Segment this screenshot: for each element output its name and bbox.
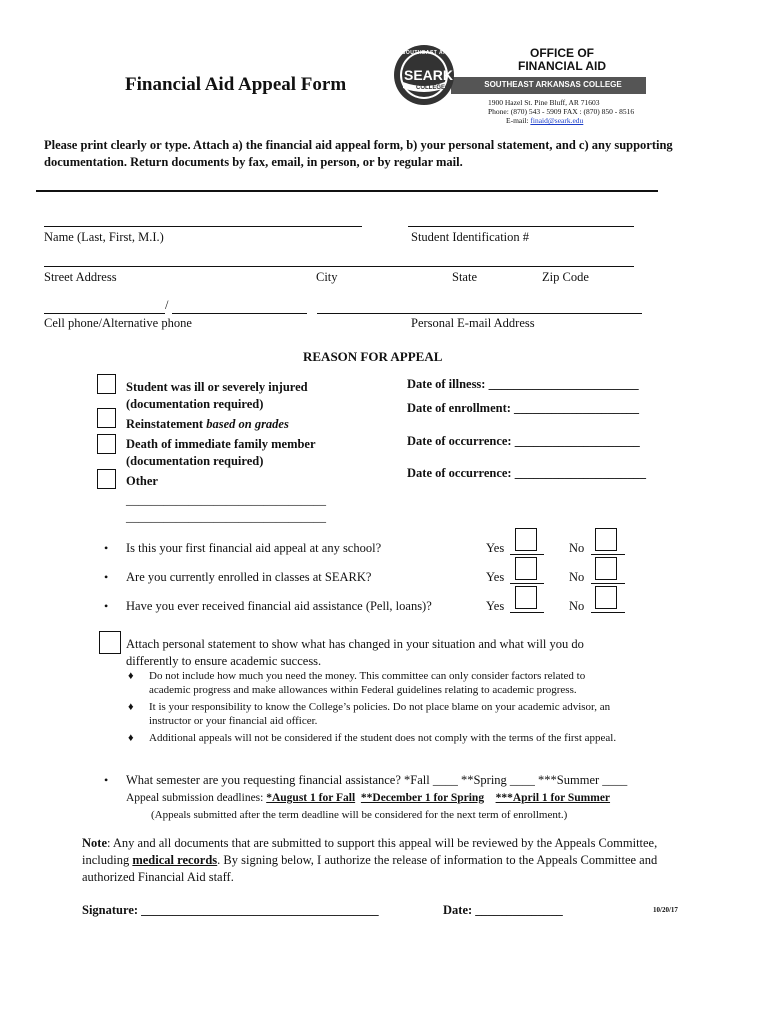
reinstatement-checkbox[interactable] bbox=[97, 408, 116, 428]
question-received-aid: Have you ever received financial aid assistance (Pell, loans)? bbox=[126, 599, 432, 613]
authorization-note: Note: Any and all documents that are submitted to support this appeal will be reviewed by the Appeals Committee, including medical records. By signing below, I authorize the release of information to the Appeals Committee and authorized Financial Aid staff. bbox=[82, 836, 658, 884]
yes-label: Yes bbox=[486, 599, 505, 613]
death-checkbox[interactable] bbox=[97, 434, 116, 454]
student-id-field[interactable] bbox=[408, 226, 634, 227]
city-label: City bbox=[316, 270, 338, 284]
bullet-icon: • bbox=[104, 570, 109, 584]
diamond-bullet-icon: ♦ bbox=[128, 732, 134, 744]
statement-bullet-1: Do not include how much you need the money. This committee can only consider factors related to academic progress and make allowances within Federal guidelines relating to academic progress. bbox=[149, 670, 586, 696]
other-checkbox[interactable] bbox=[97, 469, 116, 489]
address-field[interactable] bbox=[44, 266, 634, 267]
statement-bullet-3: Additional appeals will not be considered if the student does not comply with the terms of the first appeal. bbox=[149, 732, 617, 744]
seal-sub: COLLEGE bbox=[416, 85, 446, 91]
college-address: 1900 Hazel St. Pine Bluff, AR 71603 Phone: (870) 543 - 5909 FAX : (870) 850 - 8516 E-mail: finaid@seark.edu bbox=[488, 98, 635, 125]
reason-ill: Student was ill or severely injured (documentation required) bbox=[126, 380, 308, 411]
deadline-note: (Appeals submitted after the term deadline will be considered for the next term of enrollment.) bbox=[151, 809, 568, 821]
street-label: Street Address bbox=[44, 270, 117, 284]
reason-reinstatement: Reinstatement based on grades bbox=[126, 417, 289, 431]
email-link[interactable]: finaid@seark.edu bbox=[530, 116, 584, 125]
yes-underline bbox=[510, 583, 544, 584]
received-aid-yes-checkbox[interactable] bbox=[515, 586, 537, 609]
phone-label: Cell phone/Alternative phone bbox=[44, 316, 192, 330]
reason-other: Other bbox=[126, 474, 158, 488]
date-occurrence-death[interactable]: Date of occurrence: ____________________ bbox=[407, 434, 640, 448]
bullet-icon: • bbox=[104, 773, 109, 787]
revision-date: 10/20/17 bbox=[653, 906, 678, 914]
reason-title: REASON FOR APPEAL bbox=[303, 349, 443, 364]
other-blank-2[interactable]: ________________________________ bbox=[126, 510, 326, 524]
yes-label: Yes bbox=[486, 570, 505, 584]
enrolled-no-checkbox[interactable] bbox=[595, 557, 617, 580]
no-underline bbox=[591, 554, 625, 555]
no-label: No bbox=[569, 570, 585, 584]
enrolled-yes-checkbox[interactable] bbox=[515, 557, 537, 580]
office-label: OFFICE OF FINANCIAL AID bbox=[518, 46, 606, 73]
signature-field[interactable]: Signature: ______________________________________ bbox=[82, 903, 379, 917]
cell-phone-field[interactable] bbox=[44, 313, 165, 314]
yes-label: Yes bbox=[486, 541, 505, 555]
email-field[interactable] bbox=[317, 313, 642, 314]
no-underline bbox=[591, 612, 625, 613]
other-blank-1[interactable]: ________________________________ bbox=[126, 493, 326, 507]
diamond-bullet-icon: ♦ bbox=[128, 670, 134, 682]
semester-question[interactable]: What semester are you requesting financial assistance? *Fall ____ **Spring ____ ***Summer ____ bbox=[126, 773, 628, 787]
date-occurrence-other[interactable]: Date of occurrence: _____________________ bbox=[407, 466, 646, 480]
first-appeal-no-checkbox[interactable] bbox=[595, 528, 617, 551]
state-label: State bbox=[452, 270, 477, 284]
date-enrollment[interactable]: Date of enrollment: ____________________ bbox=[407, 401, 640, 415]
statement-bullet-2: It is your responsibility to know the College’s policies. Do not place blame on your academic advisor, an instructor or your financial aid officer. bbox=[149, 701, 611, 727]
yes-underline bbox=[510, 554, 544, 555]
statement-checkbox[interactable] bbox=[99, 631, 121, 654]
no-label: No bbox=[569, 541, 585, 555]
seal-text: SEARK bbox=[404, 67, 454, 83]
question-enrolled: Are you currently enrolled in classes at SEARK? bbox=[126, 570, 372, 584]
received-aid-no-checkbox[interactable] bbox=[595, 586, 617, 609]
phone-slash: / bbox=[165, 298, 169, 312]
no-underline bbox=[591, 583, 625, 584]
name-label: Name (Last, First, M.I.) bbox=[44, 230, 164, 244]
student-id-label: Student Identification # bbox=[411, 230, 530, 244]
date-illness[interactable]: Date of illness: ________________________ bbox=[407, 377, 639, 391]
seal-ring-text: SOUTHEAST ARKANSAS bbox=[402, 50, 472, 56]
email-label: Personal E-mail Address bbox=[411, 316, 535, 330]
statement-instructions: Attach personal statement to show what has changed in your situation and what will you do differently to ensure academic success. bbox=[126, 637, 584, 668]
yes-underline bbox=[510, 612, 544, 613]
alt-phone-field[interactable] bbox=[172, 313, 307, 314]
college-name: SOUTHEAST ARKANSAS COLLEGE bbox=[484, 80, 622, 89]
name-field[interactable] bbox=[44, 226, 362, 227]
zip-label: Zip Code bbox=[542, 270, 589, 284]
diamond-bullet-icon: ♦ bbox=[128, 701, 134, 713]
instructions: Please print clearly or type. Attach a) the financial aid appeal form, b) your personal statement, and c) any supporting documentation. Return documents by fax, email, in person, or by regular mail. bbox=[44, 138, 673, 169]
deadlines: Appeal submission deadlines: *August 1 for Fall **December 1 for Spring ***April 1 for Summer bbox=[126, 792, 611, 804]
header-divider bbox=[36, 190, 658, 192]
bullet-icon: • bbox=[104, 599, 109, 613]
question-first-appeal: Is this your first financial aid appeal at any school? bbox=[126, 541, 382, 555]
form-title: Financial Aid Appeal Form bbox=[125, 74, 347, 95]
bullet-icon: • bbox=[104, 541, 109, 555]
date-field[interactable]: Date: ______________ bbox=[443, 903, 563, 917]
first-appeal-yes-checkbox[interactable] bbox=[515, 528, 537, 551]
no-label: No bbox=[569, 599, 585, 613]
reason-death: Death of immediate family member (documentation required) bbox=[126, 437, 316, 468]
ill-checkbox[interactable] bbox=[97, 374, 116, 394]
